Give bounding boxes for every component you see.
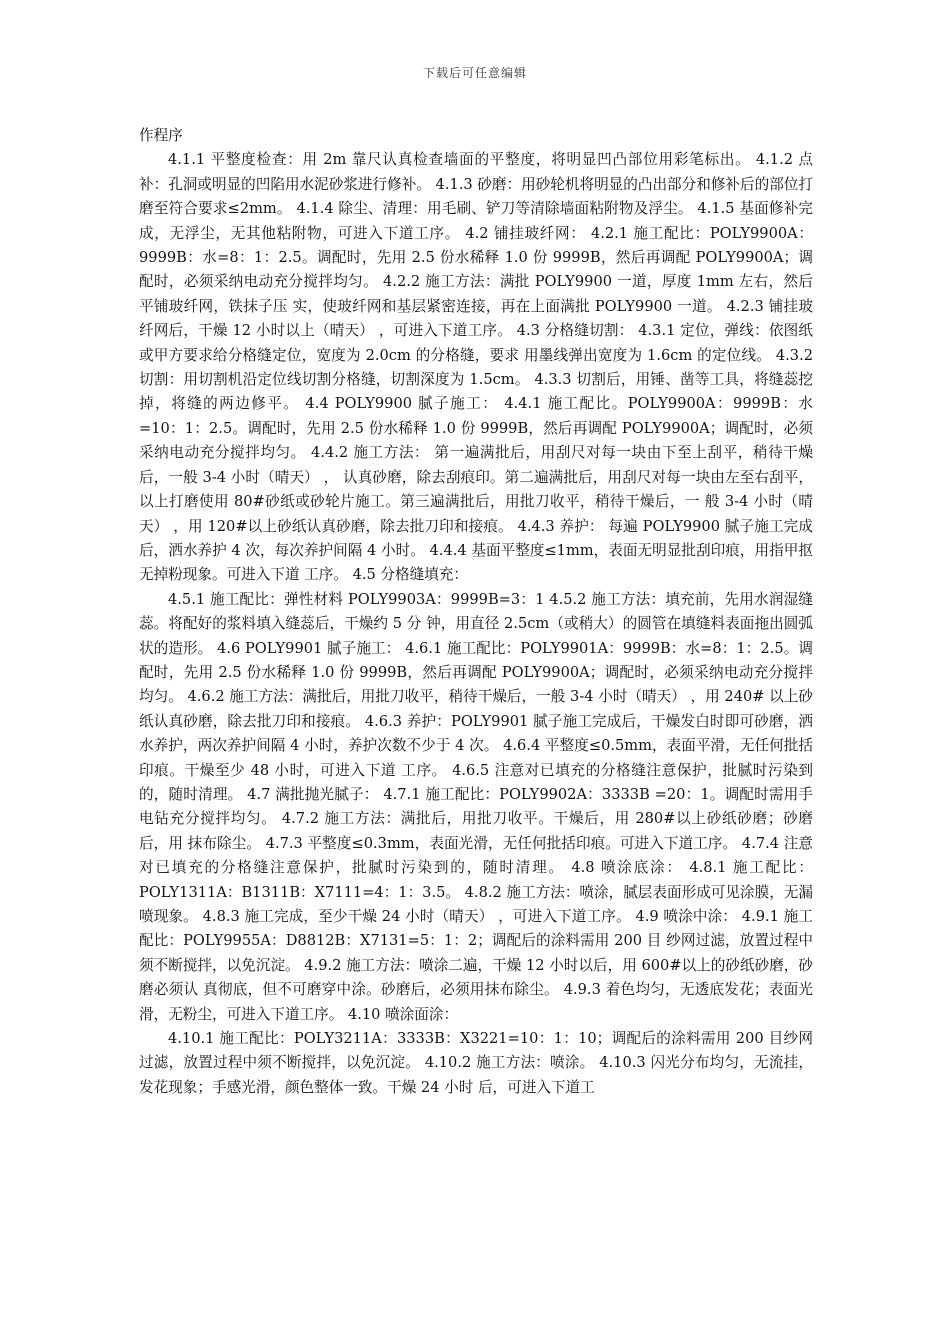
section-heading: 作程序	[139, 127, 183, 144]
paragraph-4-1-to-4-5: 4.1.1 平整度检查：用 2m 靠尺认真检查墙面的平整度，将明显凹凸部位用彩笔标出。 4.1.2 点补：孔洞或明显的凹陷用水泥砂浆进行修补。 4.1.3 砂磨：用砂轮机将明显的凸出部分和修补后的部位打磨至符合要求≤2mm。 4.1.4 除尘、清理：用毛刷、铲刀等清除墙面粘附物及浮尘。 4.1.5 基面修补完成，无浮尘，无其他粘附物，可进入下道工序。 4.2 铺挂玻纤网： 4.2.1 施工配比：POLY9900A：9999B：水=8：1：2.5。调配时，先用 2.5 份水稀释 1.0 份 9999B，然后再调配 POLY9900A；调配时，必须采纳电动充分搅拌均匀。 4.2.2 施工方法：满批 POLY9900 一道，厚度 1mm 左右，然后平铺玻纤网，铁抹子压 实，使玻纤网和基层紧密连接，再在上面满批 POLY9900 一道。 4.2.3 铺挂玻纤网后，干燥 12 小时以上（晴天） ，可进入下道工序。 4.3 分格缝切割： 4.3.1 定位，弹线：依图纸或甲方要求给分格缝定位，宽度为 2.0cm 的分格缝，要求 用墨线弹出宽度为 1.6cm 的定位线。 4.3.2 切割：用切割机沿定位线切割分格缝，切割深度为 1.5cm。 4.3.3 切割后，用锤、凿等工具，将缝蕊挖掉，将缝的两边修平。 4.4 POLY9900 腻子施工： 4.4.1 施工配比。POLY9900A：9999B：水=10：1：2.5。调配时，先用 2.5 份水稀释 1.0 份 9999B，然后再调配 POLY9900A；调配时，必须采纳电动充分搅拌均匀。 4.4.2 施工方法： 第一遍满批后，用刮尺对每一块由下至上刮平，稍待干燥后，一般 3-4 小时（晴天） ， 认真砂磨，除去刮痕印。第二遍满批后，用刮尺对每一块由左至右刮平， 以上打磨使用 80#砂纸或砂轮片施工。第三遍满批后，用批刀收平，稍待干燥后，一 般 3-4 小时（晴天） ，用 120#以上砂纸认真砂磨，除去批刀印和接痕。 4.4.3 养护： 每遍 POLY9900 腻子施工完成后，洒水养护 4 次，每次养护间隔 4 小时。 4.4.4 基面平整度≤1mm，表面无明显批刮印痕，用指甲抠无掉粉现象。可进入下道 工序。 4.5 分格缝填充：	[139, 151, 813, 584]
page-header: 下载后可任意编辑	[422, 66, 527, 80]
document-body	[139, 124, 813, 1100]
paragraph-4-5-1-to-4-10: 4.5.1 施工配比：弹性材料 POLY9903A：9999B=3：1 4.5.2 施工方法：填充前，先用水润湿缝蕊。将配好的浆料填入缝蕊后，干燥约 5 分 钟，用直径 2.5cm（或稍大）的圆管在填缝料表面拖出圆弧状的造形。 4.6 POLY9901 腻子施工： 4.6.1 施工配比：POLY9901A：9999B：水=8：1：2.5。调配时，先用 2.5 份水稀释 1.0 份 9999B，然后再调配 POLY9900A；调配时，必须采纳电动充分搅拌均匀。 4.6.2 施工方法：满批后，用批刀收平，稍待干燥后，一般 3-4 小时（晴天） ，用 240# 以上砂纸认真砂磨，除去批刀印和接痕。 4.6.3 养护：POLY9901 腻子施工完成后，干燥发白时即可砂磨，洒水养护，两次养护间隔 4 小时，养护次数不少于 4 次。 4.6.4 平整度≤0.5mm，表面平滑，无任何批括印痕。干燥至少 48 小时，可进入下道 工序。 4.6.5 注意对已填充的分格缝注意保护，批腻时污染到的，随时清理。 4.7 满批抛光腻子： 4.7.1 施工配比：POLY9902A：3333B =20：1。调配时需用手电钻充分搅拌均匀。 4.7.2 施工方法：满批后，用批刀收平。干燥后，用 280#以上砂纸砂磨；砂磨后，用 抹布除尘。 4.7.3 平整度≤0.3mm，表面光滑，无任何批括印痕。可进入下道工序。 4.7.4 注意对已填充的分格缝注意保护，批腻时污染到的，随时清理。 4.8 喷涂底涂： 4.8.1 施工配比：POLY1311A：B1311B：X7111=4：1：3.5。 4.8.2 施工方法：喷涂，腻层表面形成可见涂膜，无漏喷现象。 4.8.3 施工完成，至少干燥 24 小时（晴天） ，可进入下道工序。 4.9 喷涂中涂： 4.9.1 施工配比：POLY9955A：D8812B：X7131=5：1：2；调配后的涂料需用 200 目 纱网过滤，放置过程中须不断搅拌，以免沉淀。 4.9.2 施工方法：喷涂二遍，干燥 12 小时以后，用 600#以上的砂纸砂磨，砂磨必须认 真彻底，但不可磨穿中涂。砂磨后，必须用抹布除尘。 4.9.3 着色均匀，无透底发花；表面光滑，无粉尘，可进入下道工序。 4.10 喷涂面涂：	[139, 590, 813, 1023]
paragraph-4-10-1: 4.10.1 施工配比：POLY3211A：3333B：X3221=10：1：10；调配后的涂料需用 200 目纱网过滤，放置过程中须不断搅拌，以免沉淀。 4.10.2 施工方法：喷涂。 4.10.3 闪光分布均匀，无流挂，发花现象；手感光滑，颜色整体一致。干燥 24 小时 后，可进入下道工	[139, 1030, 813, 1096]
